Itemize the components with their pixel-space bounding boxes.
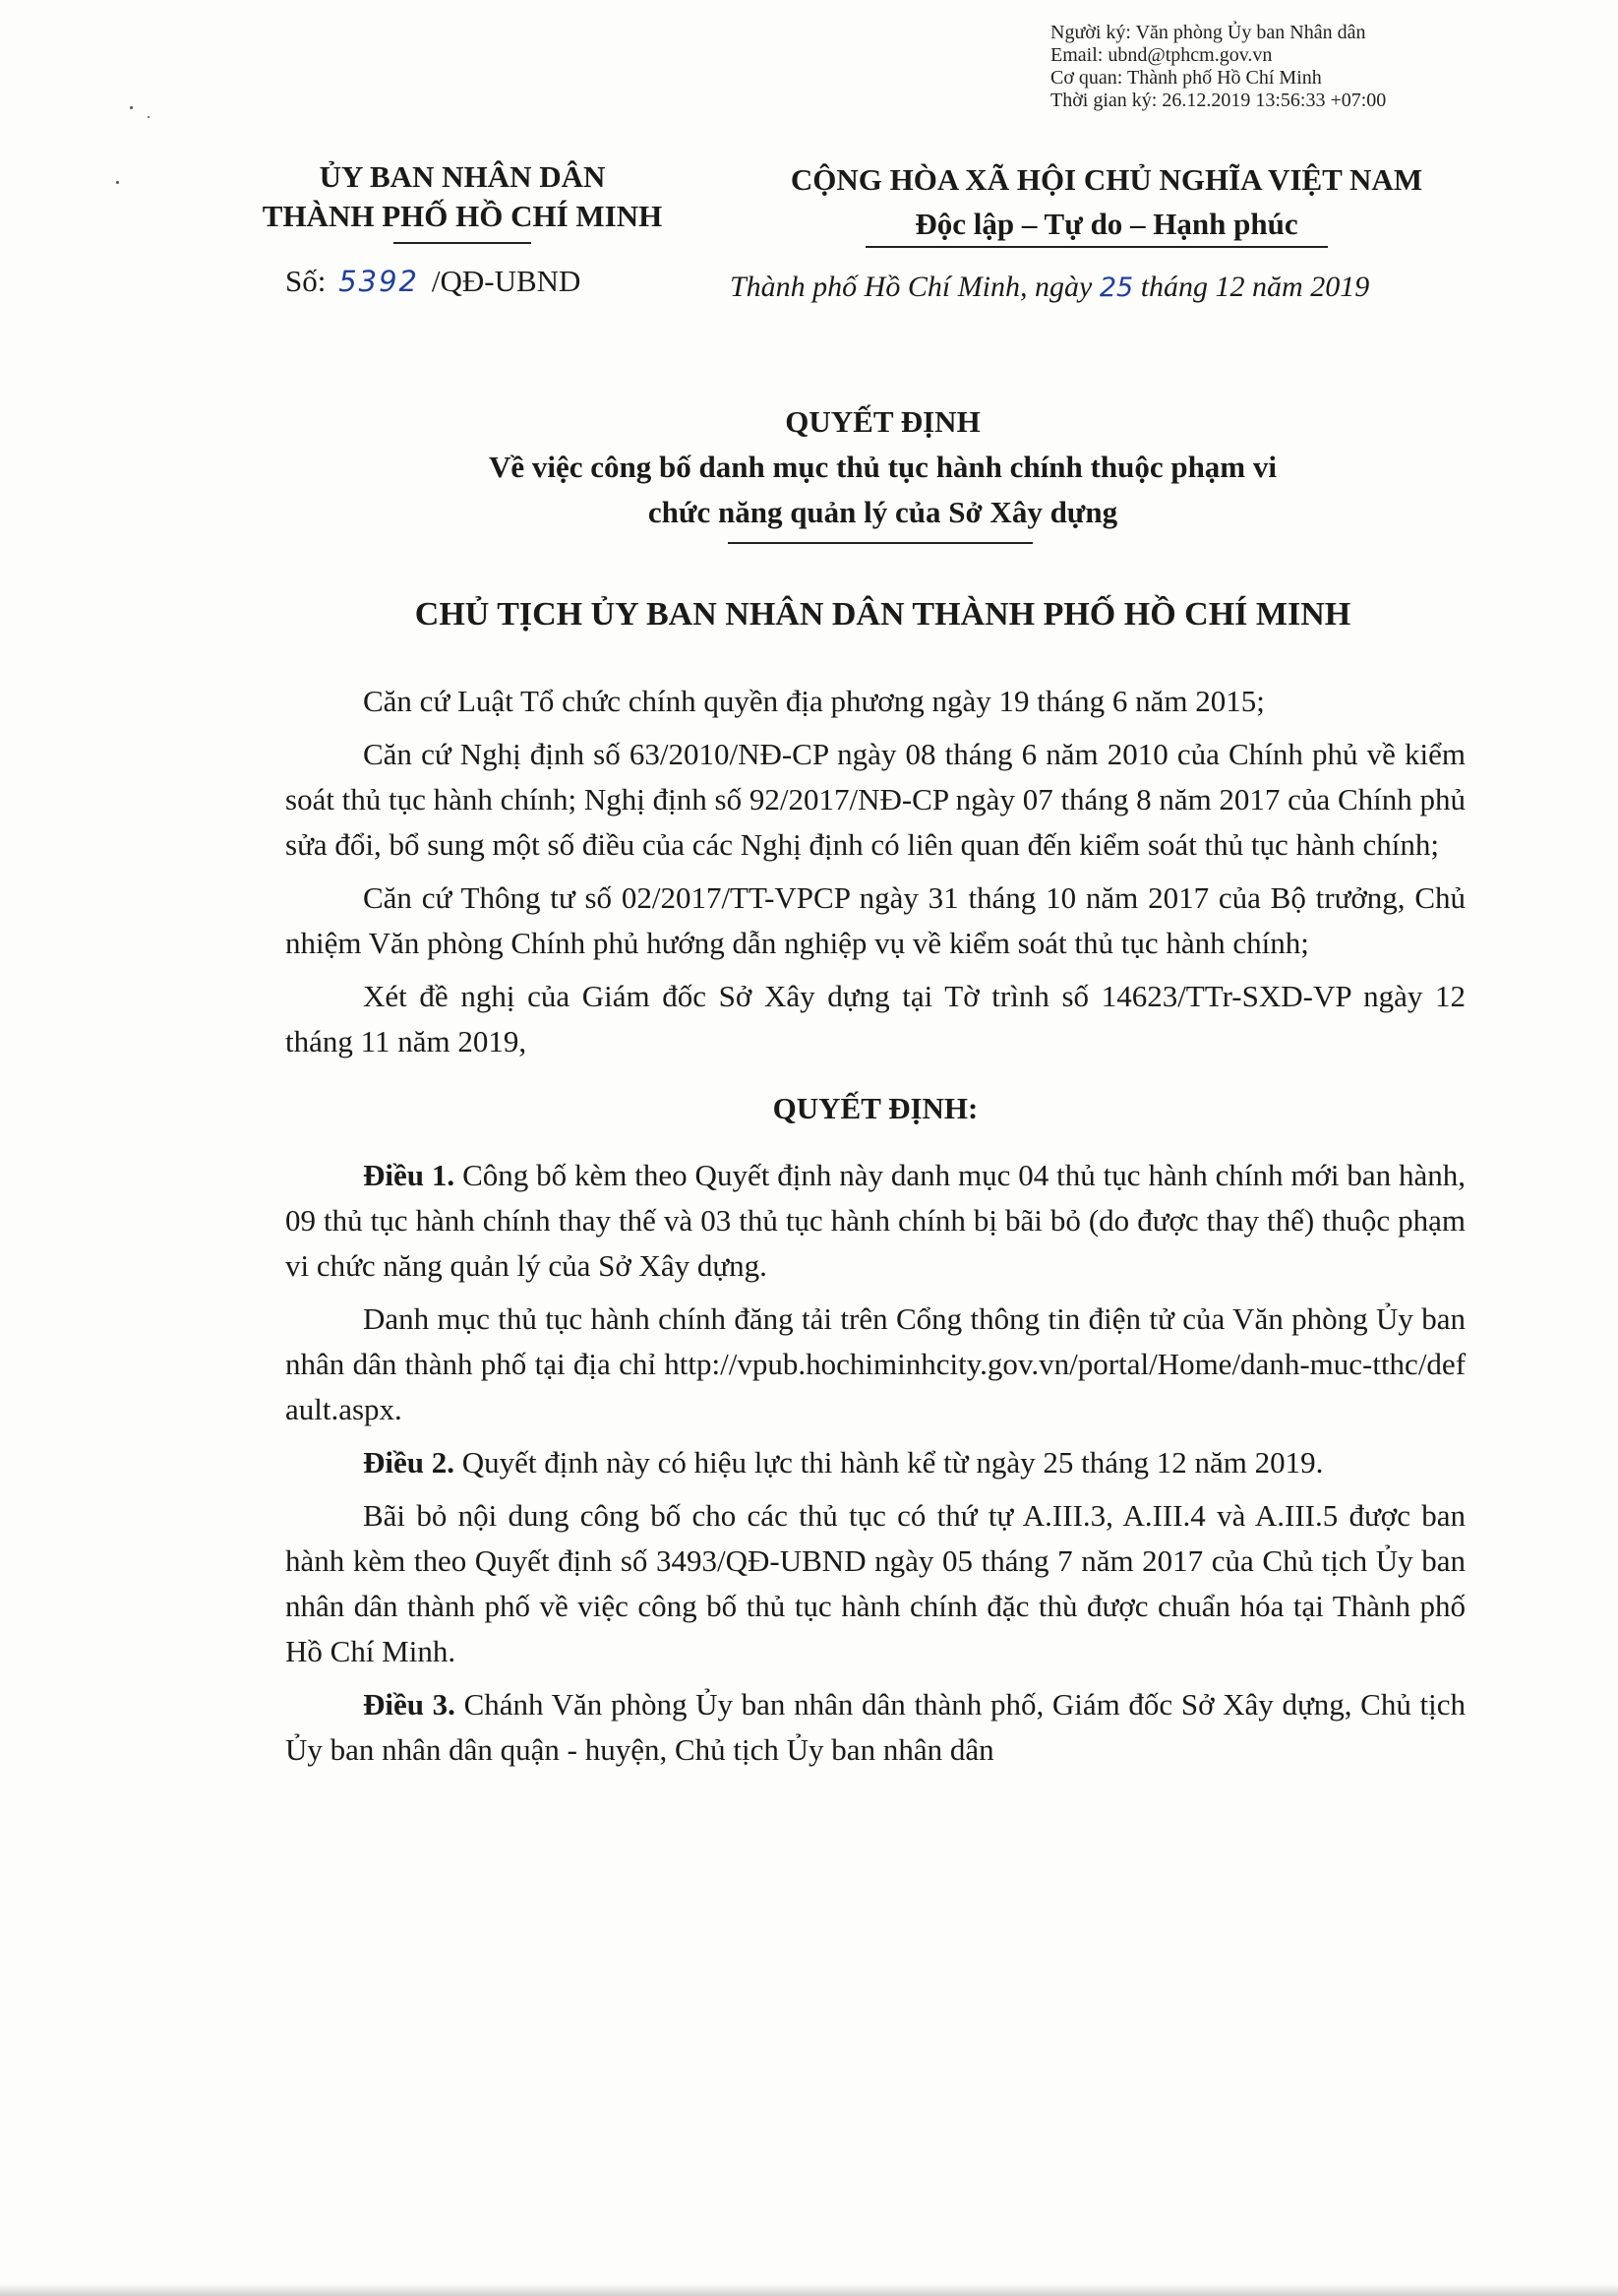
article-2-label: Điều 2. (363, 1445, 454, 1480)
decision-title (197, 399, 1569, 535)
motto-underline (866, 246, 1328, 248)
article-3-text: Chánh Văn phòng Ủy ban nhân dân thành phố, Giám đốc Sở Xây dựng, Chủ tịch Ủy ban nhân dân quận - huyện, Chủ tịch Ủy ban nhân dân (285, 1687, 1467, 1767)
article-3 (285, 1682, 1466, 1773)
preamble-3: Căn cứ Thông tư số 02/2017/TT-VPCP ngày 31 tháng 10 năm 2017 của Bộ trưởng, Chủ nhiệm Văn phòng Chính phủ hướng dẫn nghiệp vụ về kiểm soát thủ tục hành chính; (285, 880, 1466, 960)
article-2-repeal: Bãi bỏ nội dung công bố cho các thủ tục có thứ tự A.III.3, A.III.4 và A.III.5 được ban hành kèm theo Quyết định số 3493/QĐ-UBND ngày 05 tháng 7 năm 2017 của Chủ tịch Ủy ban nhân dân thành phố về việc công bố thủ tục hành chính đặc thù được chuẩn hóa tại Thành phố Hồ Chí Minh. (285, 1498, 1466, 1668)
handwritten-doc-number: 5392 (338, 265, 420, 298)
article-3-label: Điều 3. (363, 1687, 455, 1722)
nation-line-2: Độc lập – Tự do – Hạnh phúc (915, 207, 1298, 241)
date-prefix: Thành phố Hồ Chí Minh, ngày (730, 271, 1093, 303)
issuing-authority (197, 157, 728, 236)
date-suffix: tháng 12 năm 2019 (1140, 271, 1370, 303)
article-1-portal-text: Danh mục thủ tục hành chính đăng tải trên Cổng thông tin điện tử của Văn phòng Ủy ban nhân dân thành phố tại địa chỉ (285, 1301, 1466, 1381)
scan-speck (148, 116, 150, 118)
preamble-4: Xét đề nghị của Giám đốc Sở Xây dựng tại Tờ trình số 14623/TTr-SXD-VP ngày 12 tháng 11 năm 2019, (285, 979, 1466, 1058)
signer-email: Email: ubnd@tphcm.gov.vn (1050, 44, 1273, 66)
article-2 (285, 1440, 1466, 1485)
article-2-text: Quyết định này có hiệu lực thi hành kể từ ngày 25 tháng 12 năm 2019. (461, 1445, 1324, 1480)
issuing-authority-heading: CHỦ TỊCH ỦY BAN NHÂN DÂN THÀNH PHỐ HỒ CHÍ MINH (414, 596, 1351, 633)
signing-time: Thời gian ký: 26.12.2019 13:56:33 +07:00 (1050, 90, 1387, 111)
subject-line-2: chức năng quản lý của Sở Xây dựng (647, 495, 1118, 529)
signer-agency: Cơ quan: Thành phố Hồ Chí Minh (1050, 67, 1322, 89)
document-number (285, 264, 580, 299)
issuer-line-2: THÀNH PHỐ HỒ CHÍ MINH (262, 199, 663, 233)
doc-no-prefix: Số: (285, 264, 327, 298)
document-body (285, 679, 1466, 1781)
handwritten-day: 25 (1099, 272, 1134, 303)
article-1-portal (285, 1297, 1466, 1432)
title-underline (728, 542, 1033, 544)
doc-no-suffix: /QĐ-UBND (431, 264, 581, 298)
document-type: QUYẾT ĐỊNH (785, 404, 981, 439)
issuer-underline (393, 242, 531, 244)
scan-edge (0, 2284, 1618, 2296)
portal-url: http://vpub.hochiminhcity.gov.vn/portal/Home/danh-muc-tthc/default.aspx. (285, 1347, 1467, 1426)
preamble-2: Căn cứ Nghị định số 63/2010/NĐ-CP ngày 08 tháng 6 năm 2010 của Chính phủ về kiểm soát thủ tục hành chính; Nghị định số 92/2017/NĐ-CP ngày 07 tháng 8 năm 2017 của Chính phủ sửa đổi, bổ sung một số điều của các Nghị định có liên quan đến kiểm soát thủ tục hành chính; (285, 737, 1466, 862)
signer-name: Người ký: Văn phòng Ủy ban Nhân dân (1050, 22, 1366, 43)
article-1-label: Điều 1. (363, 1158, 455, 1192)
national-motto (708, 157, 1505, 246)
preamble-1: Căn cứ Luật Tổ chức chính quyền địa phương ngày 19 tháng 6 năm 2015; (363, 684, 1265, 718)
decision-heading: QUYẾT ĐỊNH: (772, 1091, 979, 1125)
article-1 (285, 1153, 1466, 1289)
issuer-line-1: ỦY BAN NHÂN DÂN (319, 159, 606, 194)
digital-signature-info (1050, 22, 1386, 112)
scan-speck (130, 106, 133, 109)
scan-speck (116, 181, 119, 184)
place-and-date (730, 271, 1369, 304)
nation-line-1: CỘNG HÒA XÃ HỘI CHỦ NGHĨA VIỆT NAM (790, 162, 1423, 197)
subject-line-1: Về việc công bố danh mục thủ tục hành chính thuộc phạm vi (489, 450, 1277, 484)
article-1-text: Công bố kèm theo Quyết định này danh mục 04 thủ tục hành chính mới ban hành, 09 thủ tục hành chính thay thế và 03 thủ tục hành chính bị bãi bỏ (do được thay thế) thuộc phạm vi chức năng quản lý của Sở Xây dựng. (285, 1158, 1467, 1283)
